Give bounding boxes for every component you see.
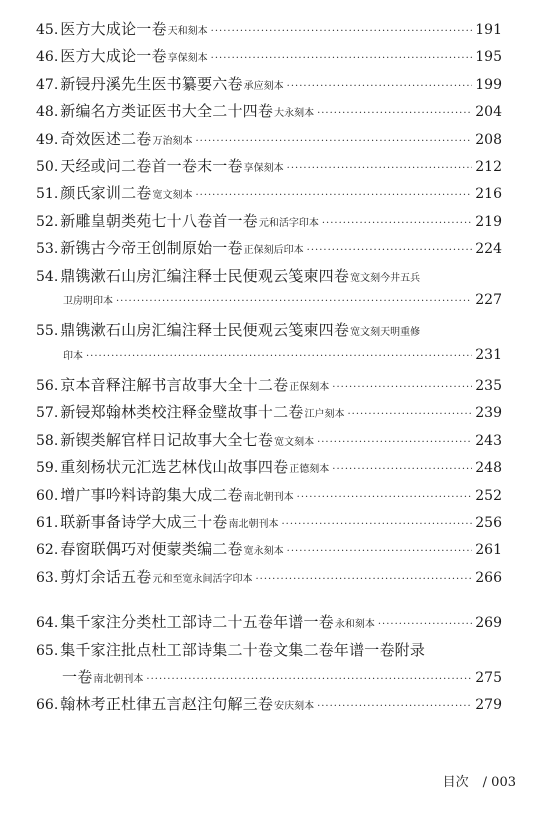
entry-page: 252 xyxy=(475,487,502,504)
entry-title: 集千家注分类杜工部诗二十五卷年谱一卷 xyxy=(60,613,334,632)
entry-number: 52. xyxy=(36,213,59,230)
entry-page: 212 xyxy=(475,158,502,175)
entry-title: 鼎镌漱石山房汇编注释士民便观云笺柬四卷 xyxy=(60,266,350,285)
entry-number: 62. xyxy=(36,542,59,559)
leader-dots xyxy=(255,574,472,585)
entry-page: 261 xyxy=(475,542,502,559)
entry-number: 49. xyxy=(36,131,59,148)
entry-page: 204 xyxy=(475,104,502,121)
leader-dots xyxy=(287,81,473,92)
entry-title: 京本音释注解书言故事大全十二卷 xyxy=(60,376,289,395)
entry-number: 51. xyxy=(36,186,59,203)
toc-entry[interactable] xyxy=(36,374,502,401)
entry-edition: 天和刻本 xyxy=(167,26,208,37)
toc-entry[interactable] xyxy=(36,155,502,182)
entry-page: 266 xyxy=(475,569,502,586)
entry-number: 59. xyxy=(36,460,59,477)
entry-page: 191 xyxy=(475,22,502,38)
entry-edition: 正保刻后印本 xyxy=(243,245,304,257)
entry-edition: 宽永刻本 xyxy=(243,546,284,558)
toc-entry[interactable] xyxy=(36,45,502,72)
entry-edition: 宽文刻天明重修 xyxy=(350,327,421,339)
toc-entry[interactable] xyxy=(36,401,502,428)
entry-title: 新雕皇朝类苑七十八卷首一卷 xyxy=(60,211,258,230)
toc-entry[interactable] xyxy=(36,693,502,720)
entry-number: 45. xyxy=(36,22,59,38)
leader-dots xyxy=(211,53,473,64)
toc-entry[interactable] xyxy=(36,429,502,456)
toc-entry[interactable] xyxy=(36,100,502,127)
entry-page: 199 xyxy=(475,76,502,93)
entry-title: 增广事吟料诗韵集大成二卷 xyxy=(60,485,243,504)
toc-entry[interactable] xyxy=(36,18,502,45)
entry-number: 57. xyxy=(36,405,59,422)
entry-number: 54. xyxy=(36,268,59,285)
entry-page: 269 xyxy=(475,615,502,632)
leader-dots xyxy=(317,108,472,119)
entry-page: 243 xyxy=(475,432,502,449)
leader-dots xyxy=(322,218,472,229)
entry-page: 256 xyxy=(475,515,502,532)
entry-edition: 正德刻本 xyxy=(289,464,330,476)
entry-page: 216 xyxy=(475,186,502,203)
entry-title-continued: 一卷 xyxy=(62,667,93,686)
entry-title: 翰林考正杜律五言赵注句解三卷 xyxy=(60,695,274,714)
entry-edition: 南北朝刊本 xyxy=(243,491,294,503)
toc-entry[interactable] xyxy=(36,566,502,593)
entry-edition: 享保刻本 xyxy=(167,53,208,65)
entry-page: 227 xyxy=(475,291,502,308)
entry-page: 195 xyxy=(475,49,502,66)
entry-number: 66. xyxy=(36,697,59,714)
entry-title: 集千家注批点杜工部诗集二十卷文集二卷年谱一卷附录 xyxy=(60,640,426,659)
entry-title: 新锓丹溪先生医书纂要六卷 xyxy=(60,74,243,93)
entry-title: 医方大成论一卷 xyxy=(60,47,167,66)
entry-edition: 元和活字印本 xyxy=(258,217,319,229)
toc-entry[interactable] xyxy=(36,511,502,538)
entry-number: 55. xyxy=(36,323,59,340)
entry-edition: 宽文刻今井五兵 xyxy=(350,272,421,284)
entry-title: 重刻杨状元汇选艺林伐山故事四卷 xyxy=(60,458,289,477)
entry-edition-continued: 印本 xyxy=(63,350,83,362)
toc-entry[interactable] xyxy=(36,319,502,374)
leader-dots xyxy=(86,351,472,362)
toc-entry[interactable] xyxy=(36,484,502,511)
entry-title: 颜氏家训二卷 xyxy=(60,184,152,203)
entry-edition-continued: 卫房明印本 xyxy=(63,295,113,307)
leader-dots xyxy=(146,674,472,685)
entry-page: 235 xyxy=(475,378,502,395)
toc-entry[interactable] xyxy=(36,182,502,209)
entry-edition: 安庆刻本 xyxy=(274,701,315,713)
leader-dots xyxy=(287,546,473,557)
entry-page: 231 xyxy=(475,346,502,363)
entry-title: 春窗联偶巧对便蒙类编二卷 xyxy=(60,540,243,559)
entry-edition: 永和刻本 xyxy=(334,619,375,631)
toc-entry[interactable] xyxy=(36,237,502,264)
entry-edition: 正保刻本 xyxy=(289,382,330,394)
entry-edition: 享保刻本 xyxy=(243,162,284,174)
entry-edition: 南北朝刊本 xyxy=(93,673,144,685)
entry-number: 47. xyxy=(36,76,59,93)
page-footer xyxy=(443,771,516,790)
leader-dots xyxy=(332,464,472,475)
entry-number: 60. xyxy=(36,487,59,504)
leader-dots xyxy=(116,296,472,307)
entry-edition: 大永刻本 xyxy=(274,108,315,120)
footer-page-number: / 003 xyxy=(482,775,516,790)
entry-edition: 宽文刻本 xyxy=(274,436,315,448)
toc-entry[interactable] xyxy=(36,538,502,565)
entry-number: 64. xyxy=(36,615,59,632)
entry-number: 46. xyxy=(36,49,59,66)
leader-dots xyxy=(287,163,473,174)
leader-dots xyxy=(297,492,473,503)
entry-page: 239 xyxy=(475,405,502,422)
entry-title: 新锲类解官样日记故事大全七卷 xyxy=(60,430,274,449)
entry-number: 61. xyxy=(36,515,59,532)
toc-entry[interactable] xyxy=(36,265,502,320)
leader-dots xyxy=(317,701,472,712)
entry-edition: 宽文刻本 xyxy=(152,190,193,202)
toc-entry[interactable] xyxy=(36,611,502,638)
entry-page: 219 xyxy=(475,213,502,230)
entry-page: 279 xyxy=(475,697,502,714)
entry-page: 208 xyxy=(475,131,502,148)
entry-page: 224 xyxy=(475,241,502,258)
entry-number: 56. xyxy=(36,378,59,395)
entry-number: 50. xyxy=(36,158,59,175)
toc-entry[interactable] xyxy=(36,639,502,694)
entry-page: 248 xyxy=(475,460,502,477)
toc-entry[interactable] xyxy=(36,128,502,155)
entry-title: 医方大成论一卷 xyxy=(60,20,167,38)
entry-title: 天经或问二卷首一卷末一卷 xyxy=(60,156,243,175)
entry-number: 53. xyxy=(36,241,59,258)
entry-number: 58. xyxy=(36,432,59,449)
table-of-contents xyxy=(36,18,502,721)
footer-section: 目次 xyxy=(442,775,469,790)
entry-title: 新锓郑翰林类校注释金璧故事十二卷 xyxy=(60,403,304,422)
entry-edition: 南北朝刊本 xyxy=(228,519,279,531)
leader-dots xyxy=(378,619,472,630)
leader-dots xyxy=(307,245,473,256)
toc-entry[interactable] xyxy=(36,73,502,100)
entry-edition: 承应刻本 xyxy=(243,80,284,92)
leader-dots xyxy=(195,136,472,147)
entry-number: 63. xyxy=(36,569,59,586)
entry-page: 275 xyxy=(475,669,502,686)
entry-title: 联新事备诗学大成三十卷 xyxy=(60,513,228,532)
entry-edition: 元和至宽永间活字印本 xyxy=(152,573,253,585)
entry-edition: 万治刻本 xyxy=(152,135,193,147)
entry-title: 新镌古今帝王创制原始一卷 xyxy=(60,239,243,258)
leader-dots xyxy=(317,437,472,448)
leader-dots xyxy=(347,409,472,420)
entry-number: 48. xyxy=(36,104,59,121)
entry-number: 65. xyxy=(36,642,59,659)
entry-edition: 江户刻本 xyxy=(304,409,345,421)
toc-entry[interactable] xyxy=(36,210,502,237)
entry-title: 剪灯余话五卷 xyxy=(60,567,152,586)
entry-title: 鼎镌漱石山房汇编注释士民便观云笺柬四卷 xyxy=(60,321,350,340)
leader-dots xyxy=(195,190,472,201)
leader-dots xyxy=(332,382,472,393)
toc-entry[interactable] xyxy=(36,456,502,483)
entry-title: 奇效医述二卷 xyxy=(60,129,152,148)
leader-dots xyxy=(281,519,472,530)
leader-dots xyxy=(211,26,473,37)
entry-title: 新编名方类证医书大全二十四卷 xyxy=(60,102,274,121)
